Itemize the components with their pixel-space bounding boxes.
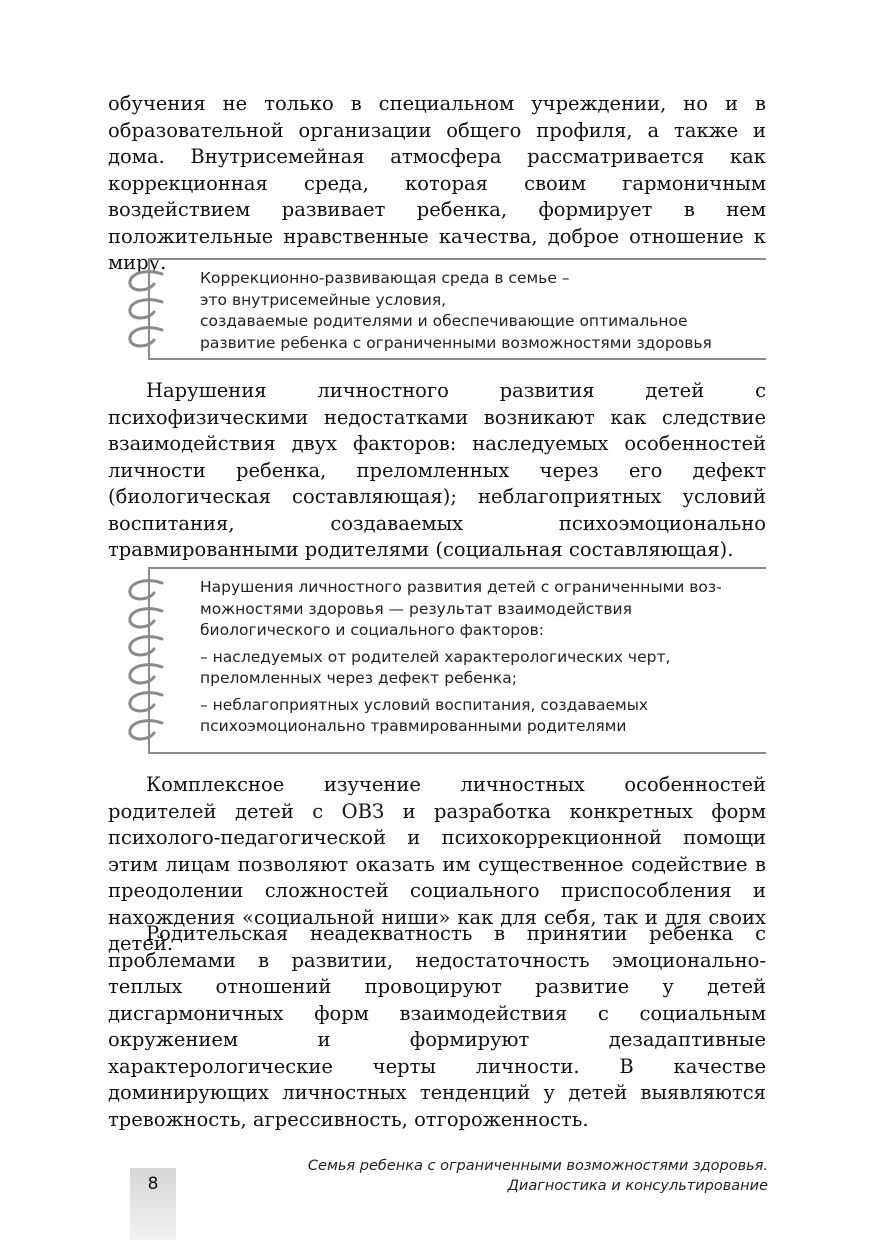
spiral-binding-icon: [118, 266, 174, 358]
callout-line: Нарушения личностного развития детей с ограниченными воз-: [200, 578, 722, 596]
callout-list-item: – наследуемых от родителей характерологических черт,: [200, 647, 671, 666]
footer-title-line-2: Диагностика и консультирование: [507, 1178, 768, 1194]
callout-line: создаваемые родителями и обеспечивающие оптимальное: [200, 312, 688, 330]
factors-callout: [148, 567, 766, 754]
callout-line: преломленных через дефект ребенка;: [200, 669, 517, 687]
page-number: 8: [147, 1174, 159, 1194]
body-paragraph-1: обучения не только в специальном учреждении, но и в образовательной организации общего профиля, а также и дома. Внутрисемейная атмосфера рассматривается как коррекционная среда, которая своим гармоничным воздействием развивает ребенка, формирует в нем положительные нравственные качества, доброе отношение к миру.: [108, 92, 766, 274]
body-paragraph-2: Нарушения личностного развития детей с психофизическими недостатками возникают как следствие взаимодействия двух факторов: наследуемых особенностей личности ребенка, преломленных через его дефект (биологическая составляющая); неблагоприятных условий воспитания, создаваемых психоэмоционально травмированными родителями (социальная составляющая).: [108, 379, 766, 561]
callout-line: биологического и социального факторов:: [200, 621, 544, 639]
callout-line: Коррекционно-развивающая среда в семье –: [200, 269, 570, 287]
spiral-binding-icon: [118, 575, 174, 751]
callout-line: психоэмоционально травмированными родителями: [200, 717, 627, 735]
footer-title-line-1: Семья ребенка с ограниченными возможностями здоровья.: [307, 1158, 768, 1174]
callout-list-item: – неблагоприятных условий воспитания, создаваемых: [200, 695, 649, 714]
body-paragraph-3: Комплексное изучение личностных особенностей родителей детей с ОВЗ и разработка конкретных форм психолого-педагогической и психокоррекционной помощи этим лицам позволяют оказать им существенное содействие в преодолении сложностей социального приспособления и нахождения «социальной ниши» как для себя, так и для своих детей.: [108, 773, 766, 955]
callout-line: развитие ребенка с ограниченными возможностями здоровья: [200, 333, 712, 352]
body-paragraph-4: Родительская неадекватность в принятии ребенка с проблемами в развитии, недостаточность эмоционально-теплых отношений провоцируют развитие у детей дисгармоничных форм взаимодействия с социальным окружением и формируют дезадаптивные характерологические черты личности. В качестве доминирующих личностных тенденций у детей выявляются тревожность, агрессивность, отгороженность.: [108, 922, 766, 1131]
callout-line: можностями здоровья — результат взаимодействия: [200, 599, 632, 618]
running-footer: [308, 1156, 768, 1196]
callout-line: это внутрисемейные условия,: [200, 290, 447, 309]
definition-callout: [148, 258, 766, 360]
